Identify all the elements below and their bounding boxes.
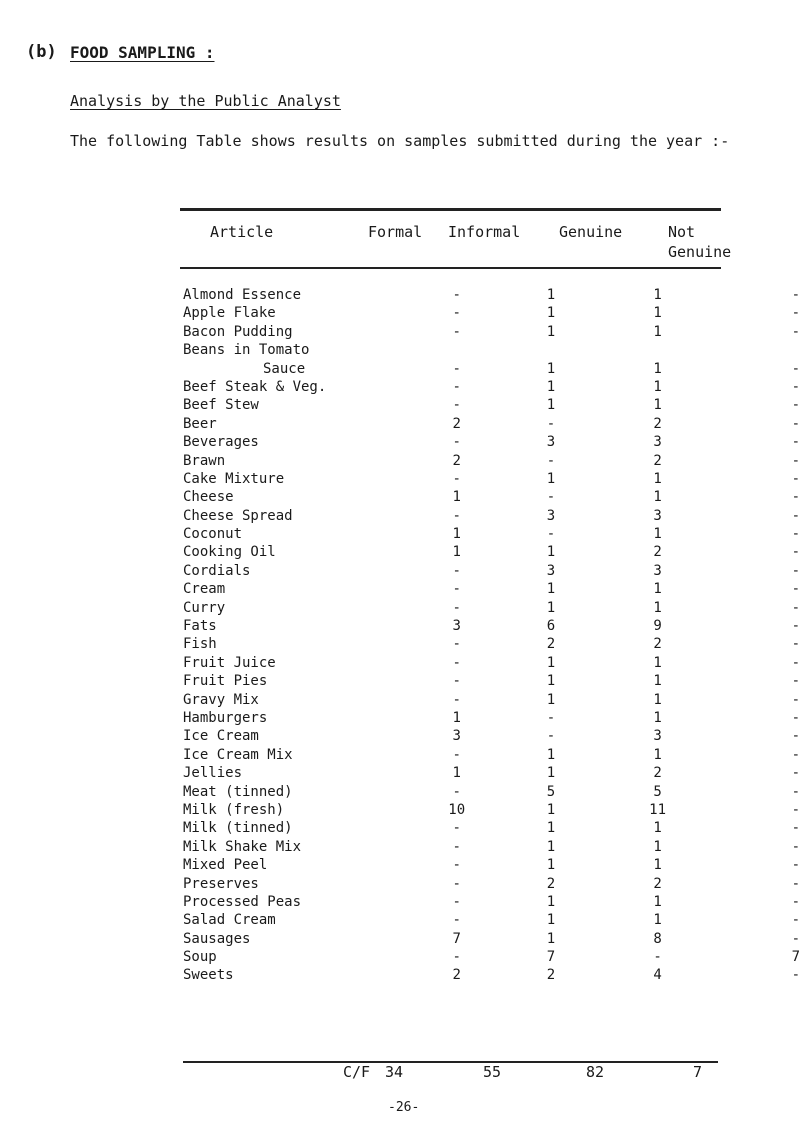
- intro-paragraph: The following Table shows results on samples submitted during the year :-: [70, 132, 730, 150]
- informal-cell: 1: [546, 765, 556, 782]
- informal-cell: 1: [546, 654, 556, 671]
- genuine-cell: 1: [653, 360, 662, 377]
- table-top-rule: [180, 208, 721, 211]
- formal-cell: 3: [452, 618, 461, 635]
- formal-cell: 7: [452, 930, 461, 947]
- formal-cell: -: [452, 470, 461, 487]
- table-row: [183, 801, 800, 819]
- not-genuine-cell: -: [791, 875, 800, 892]
- genuine-cell: 1: [653, 599, 662, 616]
- article-cell: Milk (fresh): [183, 801, 285, 818]
- genuine-cell: 2: [653, 765, 662, 782]
- article-cell: Hamburgers: [183, 709, 268, 726]
- table-row: [183, 507, 800, 525]
- article-cell: Curry: [183, 599, 226, 616]
- genuine-cell: 5: [653, 783, 662, 800]
- not-genuine-cell: -: [791, 599, 800, 616]
- table-row: [183, 838, 800, 856]
- article-cell: Mixed Peel: [183, 857, 268, 874]
- genuine-cell: 1: [653, 323, 662, 340]
- informal-cell: 1: [546, 397, 556, 414]
- formal-cell: -: [452, 636, 461, 653]
- genuine-cell: 1: [653, 378, 662, 395]
- formal-cell: -: [452, 912, 461, 929]
- formal-cell: -: [452, 875, 461, 892]
- genuine-cell: 1: [653, 654, 662, 671]
- table-header-rule: [180, 267, 721, 269]
- total-label: C/F: [343, 1063, 371, 1081]
- genuine-cell: 3: [653, 728, 662, 745]
- not-genuine-cell: -: [791, 489, 800, 506]
- informal-cell: 2: [546, 875, 556, 892]
- informal-cell: 6: [546, 618, 556, 635]
- genuine-cell: 1: [653, 893, 662, 910]
- not-genuine-cell: -: [791, 323, 800, 340]
- informal-cell: 1: [546, 801, 556, 818]
- informal-cell: 1: [546, 893, 556, 910]
- not-genuine-cell: -: [791, 581, 800, 598]
- table-row: [183, 543, 800, 561]
- table-row: [183, 746, 800, 764]
- total-genuine: 82: [586, 1063, 605, 1081]
- not-genuine-cell: [715, 341, 800, 359]
- formal-cell: 1: [452, 489, 461, 506]
- table-row: [183, 691, 800, 709]
- formal-cell: 2: [452, 967, 461, 984]
- article-cell: Salad Cream: [183, 912, 276, 929]
- not-genuine-cell: -: [791, 526, 800, 543]
- genuine-cell: 1: [653, 397, 662, 414]
- article-cell: Processed Peas: [183, 893, 302, 910]
- article-cell: Beverages: [183, 434, 259, 451]
- table-row: [183, 911, 800, 929]
- article-cell: Milk (tinned): [183, 820, 293, 837]
- article-cell: Cake Mixture: [183, 470, 285, 487]
- formal-cell: -: [452, 654, 461, 671]
- article-cell: Jellies: [183, 765, 243, 782]
- genuine-cell: 1: [653, 305, 662, 322]
- informal-cell: -: [546, 415, 556, 432]
- not-genuine-cell: -: [791, 636, 800, 653]
- total-rule: [183, 1061, 718, 1063]
- article-cell: Ice Cream: [183, 728, 259, 745]
- genuine-cell: 1: [653, 820, 662, 837]
- informal-cell: -: [546, 728, 556, 745]
- genuine-cell: 1: [653, 912, 662, 929]
- section-marker: (b): [26, 42, 57, 62]
- table-row: [183, 966, 800, 984]
- informal-cell: 1: [546, 673, 556, 690]
- informal-cell: 1: [546, 912, 556, 929]
- formal-cell: 1: [452, 544, 461, 561]
- not-genuine-cell: -: [791, 452, 800, 469]
- informal-cell: -: [546, 489, 556, 506]
- total-informal: 55: [483, 1063, 502, 1081]
- column-header-genuine: Genuine: [559, 223, 623, 241]
- table-row: [183, 948, 800, 966]
- not-genuine-cell: -: [791, 857, 800, 874]
- article-cell: Fats: [183, 618, 217, 635]
- section-title: FOOD SAMPLING :: [70, 43, 215, 62]
- formal-cell: -: [452, 323, 461, 340]
- informal-cell: [501, 341, 600, 359]
- table-row: [183, 856, 800, 874]
- not-genuine-cell: -: [791, 360, 800, 377]
- not-genuine-cell: -: [791, 728, 800, 745]
- table-row: [183, 727, 800, 745]
- formal-cell: [412, 341, 501, 359]
- column-header-not: Not: [668, 223, 696, 241]
- table-row: [183, 286, 800, 304]
- informal-cell: 1: [546, 544, 556, 561]
- article-cell: Almond Essence: [183, 287, 302, 303]
- table-row: [183, 360, 800, 378]
- genuine-cell: 1: [653, 489, 662, 506]
- genuine-cell: 1: [653, 287, 662, 303]
- informal-cell: 1: [546, 599, 556, 616]
- genuine-cell: 3: [653, 562, 662, 579]
- genuine-cell: 1: [653, 691, 662, 708]
- formal-cell: -: [452, 360, 461, 377]
- informal-cell: 1: [546, 581, 556, 598]
- subheading: Analysis by the Public Analyst: [70, 92, 341, 110]
- genuine-cell: 1: [653, 838, 662, 855]
- informal-cell: 1: [546, 930, 556, 947]
- not-genuine-cell: -: [791, 893, 800, 910]
- not-genuine-cell: -: [791, 287, 800, 303]
- not-genuine-cell: -: [791, 544, 800, 561]
- informal-cell: 1: [546, 691, 556, 708]
- not-genuine-cell: -: [791, 673, 800, 690]
- formal-cell: -: [452, 893, 461, 910]
- genuine-cell: [601, 341, 715, 359]
- genuine-cell: 1: [653, 857, 662, 874]
- formal-cell: -: [452, 599, 461, 616]
- informal-cell: 3: [546, 507, 556, 524]
- article-cell: Soup: [183, 949, 217, 966]
- not-genuine-cell: -: [791, 820, 800, 837]
- formal-cell: -: [452, 397, 461, 414]
- formal-cell: -: [452, 838, 461, 855]
- article-cell: Brawn: [183, 452, 226, 469]
- formal-cell: -: [452, 581, 461, 598]
- not-genuine-cell: -: [791, 783, 800, 800]
- article-cell: Beer: [183, 415, 217, 432]
- article-cell: Cooking Oil: [183, 544, 276, 561]
- not-genuine-cell: -: [791, 470, 800, 487]
- table-row: [183, 635, 800, 653]
- table-row: [183, 470, 800, 488]
- not-genuine-cell: -: [791, 618, 800, 635]
- formal-cell: -: [452, 783, 461, 800]
- samples-table: [183, 286, 800, 985]
- genuine-cell: 9: [653, 618, 662, 635]
- table-row: [183, 433, 800, 451]
- not-genuine-cell: -: [791, 967, 800, 984]
- genuine-cell: -: [653, 949, 662, 966]
- column-header-not-genuine: Genuine: [668, 243, 732, 261]
- table-row: [183, 488, 800, 506]
- column-header-article: Article: [210, 223, 274, 241]
- formal-cell: 1: [452, 709, 461, 726]
- table-row: [183, 764, 800, 782]
- genuine-cell: 1: [653, 526, 662, 543]
- genuine-cell: 1: [653, 581, 662, 598]
- table-row: [183, 525, 800, 543]
- article-cell: Coconut: [183, 526, 243, 543]
- informal-cell: 1: [546, 305, 556, 322]
- not-genuine-cell: -: [791, 765, 800, 782]
- formal-cell: -: [452, 691, 461, 708]
- table-row: [183, 672, 800, 690]
- informal-cell: -: [546, 452, 556, 469]
- article-cell: Cheese: [183, 489, 234, 506]
- table-row: [183, 396, 800, 414]
- informal-cell: 1: [546, 470, 556, 487]
- informal-cell: 1: [546, 838, 556, 855]
- genuine-cell: 11: [649, 801, 667, 818]
- article-cell: Preserves: [183, 875, 259, 892]
- table-row: [183, 654, 800, 672]
- genuine-cell: 1: [653, 746, 662, 763]
- informal-cell: -: [546, 526, 556, 543]
- genuine-cell: 2: [653, 544, 662, 561]
- genuine-cell: 2: [653, 875, 662, 892]
- genuine-cell: 1: [653, 709, 662, 726]
- not-genuine-cell: -: [791, 562, 800, 579]
- informal-cell: 1: [546, 360, 556, 377]
- article-cell: Cheese Spread: [183, 507, 293, 524]
- not-genuine-cell: -: [791, 305, 800, 322]
- table-row: [183, 783, 800, 801]
- formal-cell: -: [452, 673, 461, 690]
- not-genuine-cell: -: [791, 838, 800, 855]
- table-row: [183, 304, 800, 322]
- table-row: [183, 875, 800, 893]
- formal-cell: -: [452, 820, 461, 837]
- table-row: [183, 709, 800, 727]
- article-cell: Ice Cream Mix: [183, 746, 293, 763]
- article-cell: Bacon Pudding: [183, 323, 293, 340]
- formal-cell: 1: [452, 765, 461, 782]
- informal-cell: 7: [546, 949, 556, 966]
- table-row: [183, 562, 800, 580]
- informal-cell: 1: [546, 746, 556, 763]
- article-cell: Milk Shake Mix: [183, 838, 302, 855]
- not-genuine-cell: -: [791, 691, 800, 708]
- formal-cell: -: [452, 287, 461, 303]
- not-genuine-cell: -: [791, 415, 800, 432]
- table-row: [183, 452, 800, 470]
- column-header-formal: Formal: [368, 223, 423, 241]
- article-cell: Meat (tinned): [183, 783, 293, 800]
- table-row: [183, 415, 800, 433]
- article-cell: Sweets: [183, 967, 234, 984]
- article-cell: Gravy Mix: [183, 691, 259, 708]
- table-row: [183, 617, 800, 635]
- article-cell: Sauce: [263, 360, 306, 377]
- table-row: [183, 323, 800, 341]
- formal-cell: -: [452, 507, 461, 524]
- not-genuine-cell: -: [791, 378, 800, 395]
- table-row: [183, 580, 800, 598]
- formal-cell: 1: [452, 526, 461, 543]
- genuine-cell: 3: [653, 507, 662, 524]
- not-genuine-cell: -: [791, 801, 800, 818]
- not-genuine-cell: -: [791, 709, 800, 726]
- formal-cell: -: [452, 378, 461, 395]
- genuine-cell: 4: [653, 967, 662, 984]
- genuine-cell: 2: [653, 452, 662, 469]
- column-header-informal: Informal: [448, 223, 521, 241]
- formal-cell: -: [452, 434, 461, 451]
- formal-cell: 10: [448, 801, 466, 818]
- formal-cell: -: [452, 949, 461, 966]
- article-cell: Sausages: [183, 930, 251, 947]
- informal-cell: 1: [546, 323, 556, 340]
- formal-cell: -: [452, 305, 461, 322]
- informal-cell: 2: [546, 636, 556, 653]
- article-cell: Beef Stew: [183, 397, 259, 414]
- table-row: [183, 930, 800, 948]
- table-row: [183, 893, 800, 911]
- total-not-genuine: 7: [693, 1063, 703, 1081]
- not-genuine-cell: -: [791, 507, 800, 524]
- informal-cell: 1: [546, 857, 556, 874]
- article-cell: Fruit Pies: [183, 673, 268, 690]
- article-cell: Fish: [183, 636, 217, 653]
- informal-cell: -: [546, 709, 556, 726]
- informal-cell: 1: [546, 378, 556, 395]
- article-cell: Beans in Tomato: [183, 342, 310, 359]
- not-genuine-cell: -: [791, 746, 800, 763]
- formal-cell: 2: [452, 415, 461, 432]
- not-genuine-cell: 7: [791, 949, 800, 966]
- genuine-cell: 2: [653, 415, 662, 432]
- formal-cell: 3: [452, 728, 461, 745]
- table-row: [183, 599, 800, 617]
- informal-cell: 5: [546, 783, 556, 800]
- article-cell: Fruit Juice: [183, 654, 276, 671]
- table-row: [183, 341, 800, 359]
- formal-cell: 2: [452, 452, 461, 469]
- formal-cell: -: [452, 857, 461, 874]
- informal-cell: 2: [546, 967, 556, 984]
- not-genuine-cell: -: [791, 654, 800, 671]
- genuine-cell: 1: [653, 470, 662, 487]
- informal-cell: 1: [546, 287, 556, 303]
- not-genuine-cell: -: [791, 434, 800, 451]
- article-cell: Beef Steak & Veg.: [183, 378, 327, 395]
- genuine-cell: 1: [653, 673, 662, 690]
- genuine-cell: 2: [653, 636, 662, 653]
- article-cell: Cordials: [183, 562, 251, 579]
- genuine-cell: 8: [653, 930, 662, 947]
- not-genuine-cell: -: [791, 930, 800, 947]
- informal-cell: 1: [546, 820, 556, 837]
- formal-cell: -: [452, 746, 461, 763]
- genuine-cell: 3: [653, 434, 662, 451]
- article-cell: Apple Flake: [183, 305, 276, 322]
- informal-cell: 3: [546, 562, 556, 579]
- formal-cell: -: [452, 562, 461, 579]
- informal-cell: 3: [546, 434, 556, 451]
- total-formal: 34: [385, 1063, 404, 1081]
- table-row: [183, 378, 800, 396]
- not-genuine-cell: -: [791, 397, 800, 414]
- page-number: -26-: [388, 1100, 420, 1115]
- article-cell: Cream: [183, 581, 226, 598]
- table-row: [183, 819, 800, 837]
- not-genuine-cell: -: [791, 912, 800, 929]
